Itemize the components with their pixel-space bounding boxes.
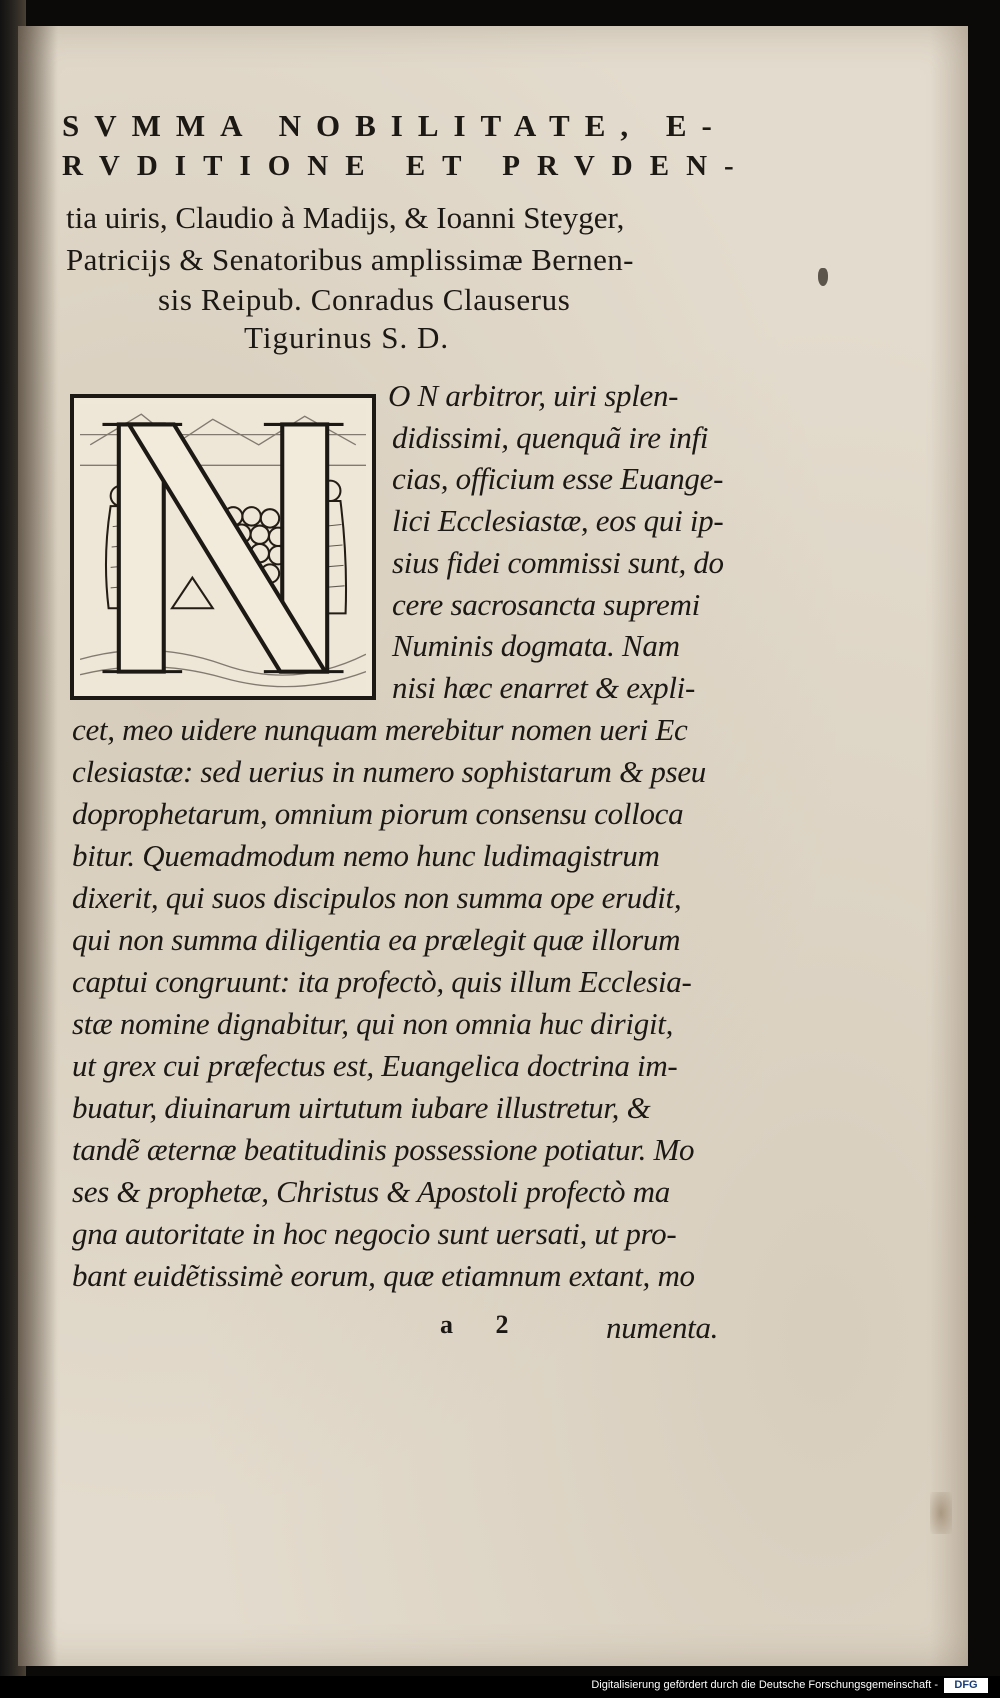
body-line-5: sius fidei commissi sunt, do [392, 545, 724, 580]
catchword: numenta. [606, 1310, 719, 1345]
body-line-21: gna autoritate in hoc negocio sunt uersati, ut pro- [72, 1216, 677, 1251]
body-line-1: O N arbitror, uiri splen- [388, 378, 679, 413]
body-line-10: clesiastæ: sed uerius in numero sophistarum & pseu [72, 754, 706, 789]
dedication-line-1: tia uiris, Claudio à Madijs, & Ioanni Steyger, [66, 200, 625, 235]
body-line-6: cere sacrosancta supremi [392, 587, 700, 622]
heading-line-2: RVDITIONE ET PRVDEN- [62, 150, 751, 182]
decorated-initial [70, 394, 376, 700]
body-line-16: stæ nomine dignabitur, qui non omnia huc dirigit, [72, 1006, 674, 1041]
initial-woodcut-image [80, 404, 366, 690]
body-line-3: cias, officium esse Euange- [392, 461, 724, 496]
body-line-20: ses & prophetæ, Christus & Apostoli profectò ma [72, 1174, 670, 1209]
body-line-13: dixerit, qui suos discipulos non summa ope erudit, [72, 880, 682, 915]
body-line-2: didissimi, quenquã ire infi [392, 420, 709, 455]
body-line-8: nisi hæc enarret & expli- [392, 670, 696, 705]
body-line-18: buatur, diuinarum uirtutum iubare illustretur, & [72, 1090, 651, 1125]
body-line-7: Numinis dogmata. Nam [392, 628, 680, 663]
gutter-shadow [18, 26, 58, 1666]
footer-credit: Digitalisierung gefördert durch die Deutsche Forschungsgemeinschaft - [591, 1679, 938, 1691]
ink-blot [818, 268, 828, 286]
paper-stain [930, 1492, 952, 1534]
body-line-4: lici Ecclesiastæ, eos qui ip- [392, 503, 724, 538]
body-line-22: bant euidẽtissimè eorum, quæ etiamnum extant, mo [72, 1258, 695, 1293]
body-line-15: captui congruunt: ita profectò, quis illum Ecclesia- [72, 964, 692, 999]
dedication-line-2: Patricijs & Senatoribus amplissimæ Bernen- [66, 242, 634, 277]
body-line-19: tandẽ æternæ beatitudinis possessione potiatur. Mo [72, 1132, 695, 1167]
body-line-14: qui non summa diligentia ea prælegit quæ illorum [72, 922, 681, 957]
body-line-11: doprophetarum, omnium piorum consensu colloca [72, 796, 684, 831]
signature-mark: a 2 [440, 1310, 527, 1339]
dfg-logo: DFG [944, 1678, 988, 1693]
body-line-12: bitur. Quemadmodum nemo hunc ludimagistrum [72, 838, 660, 873]
heading-line-1: SVMMA NOBILITATE, E- [62, 108, 727, 143]
dedication-line-3: sis Reipub. Conradus Clauserus [158, 282, 571, 317]
body-line-9: cet, meo uidere nunquam merebitur nomen ueri Ec [72, 712, 688, 747]
body-line-17: ut grex cui præfectus est, Euangelica doctrina im- [72, 1048, 678, 1083]
dedication-line-4: Tigurinus S. D. [244, 320, 450, 355]
